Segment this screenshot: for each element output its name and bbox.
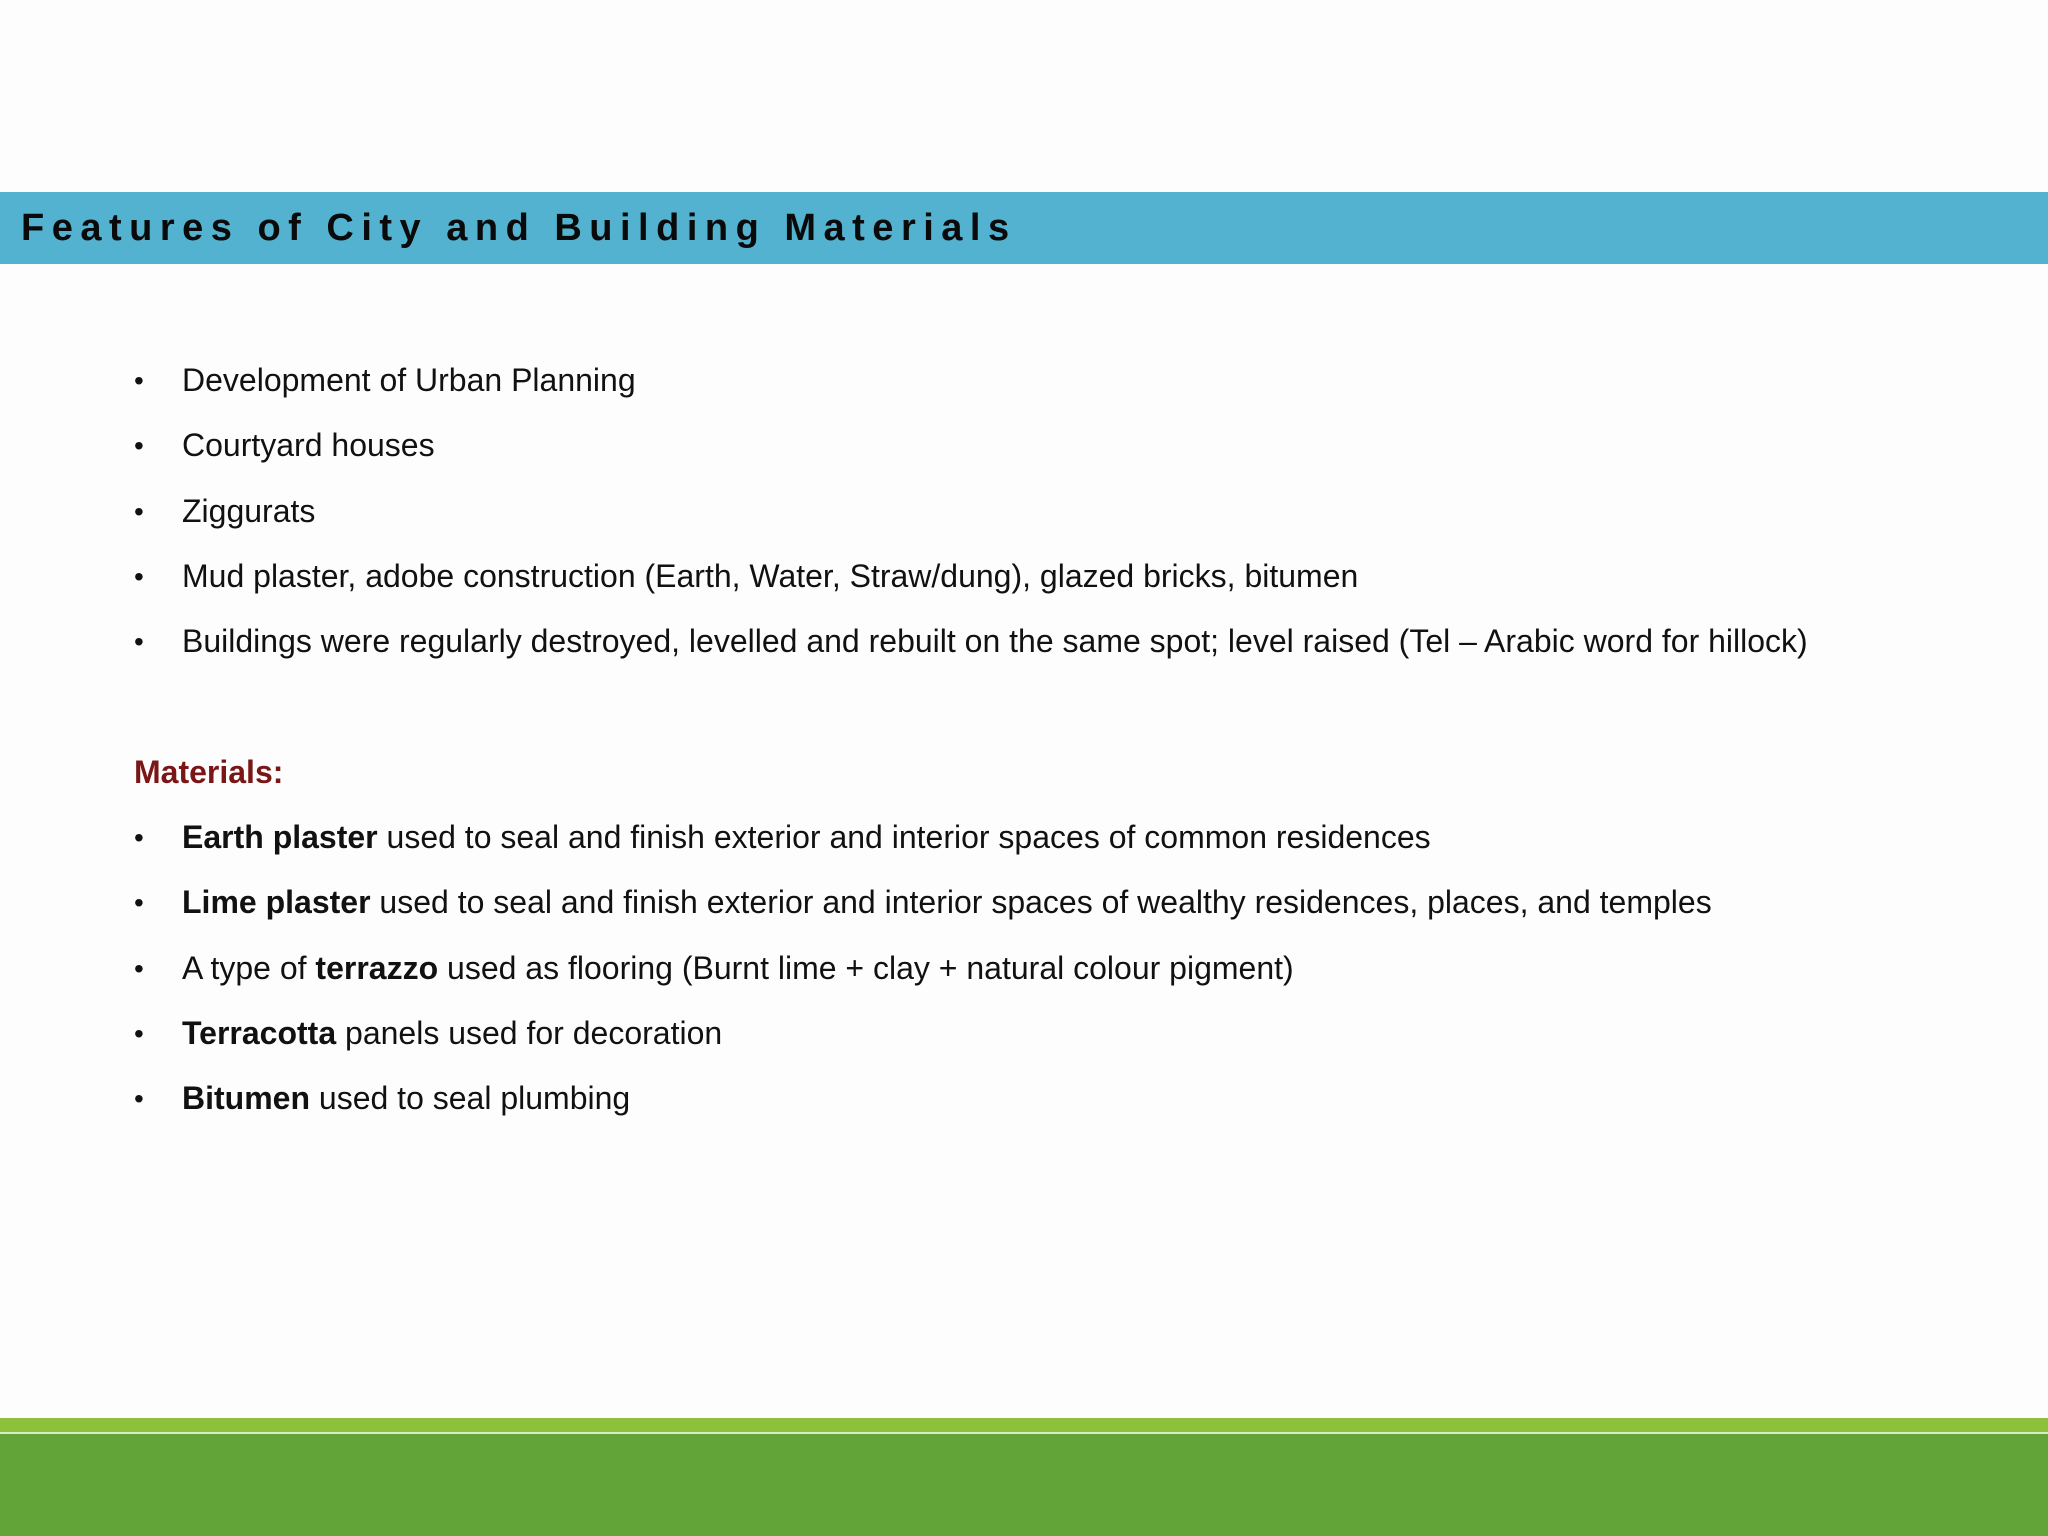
footer-accent-stripe bbox=[0, 1418, 2048, 1432]
material-text bbox=[182, 936, 1294, 1001]
material-prefix: A type of bbox=[182, 949, 316, 986]
material-name: Earth plaster bbox=[182, 819, 378, 856]
material-description: used to seal plumbing bbox=[310, 1080, 631, 1117]
feature-text: Buildings were regularly destroyed, levelled and rebuilt on the same spot; level raised (Tel – Arabic word for hillock) bbox=[182, 623, 1808, 660]
material-text bbox=[182, 1001, 722, 1066]
materials-heading: Materials: bbox=[134, 753, 284, 790]
material-description: used to seal and finish exterior and interior spaces of common residences bbox=[377, 819, 1431, 856]
features-list-item bbox=[134, 348, 1984, 413]
bullet-icon: • bbox=[134, 626, 144, 658]
materials-list-item bbox=[134, 1066, 1984, 1131]
materials-list-item bbox=[134, 870, 1984, 935]
material-name: Terracotta bbox=[182, 1014, 337, 1051]
bullet-icon: • bbox=[134, 952, 144, 984]
material-text bbox=[182, 870, 1712, 935]
section-spacer bbox=[134, 674, 1984, 739]
materials-list-item bbox=[134, 1001, 1984, 1066]
bullet-icon: • bbox=[134, 1083, 144, 1115]
material-name: terrazzo bbox=[315, 949, 439, 986]
material-text bbox=[182, 1066, 630, 1131]
features-list-item bbox=[134, 413, 1984, 478]
title-band bbox=[0, 192, 2048, 264]
bullet-icon: • bbox=[134, 560, 144, 592]
material-description: panels used for decoration bbox=[336, 1014, 723, 1051]
bullet-icon: • bbox=[134, 822, 144, 854]
material-description: used to seal and finish exterior and interior spaces of wealthy residences, places, and temples bbox=[370, 884, 1712, 921]
material-name: Bitumen bbox=[182, 1080, 310, 1117]
materials-list-item bbox=[134, 805, 1984, 870]
bullet-icon: • bbox=[134, 1017, 144, 1049]
bullet-icon: • bbox=[134, 365, 144, 396]
bullet-icon: • bbox=[134, 430, 144, 462]
materials-list-item bbox=[134, 936, 1984, 1001]
feature-text: Mud plaster, adobe construction (Earth, Water, Straw/dung), glazed bricks, bitumen bbox=[182, 557, 1359, 594]
bullet-icon: • bbox=[134, 495, 144, 527]
features-list-item bbox=[134, 609, 1984, 674]
material-description: used as flooring (Burnt lime + clay + natural colour pigment) bbox=[438, 949, 1294, 986]
slide-title: Features of City and Building Materials bbox=[21, 207, 1017, 249]
feature-text: Courtyard houses bbox=[182, 427, 435, 464]
features-list-item bbox=[134, 479, 1984, 544]
material-name: Lime plaster bbox=[182, 884, 371, 921]
materials-list bbox=[134, 805, 1984, 1131]
feature-text: Ziggurats bbox=[182, 492, 316, 529]
feature-text: Development of Urban Planning bbox=[182, 362, 636, 398]
footer-band bbox=[0, 1434, 2048, 1536]
slide-content bbox=[134, 348, 1984, 1132]
features-list-item bbox=[134, 544, 1984, 609]
features-list bbox=[134, 348, 1984, 674]
material-text bbox=[182, 805, 1431, 870]
bullet-icon: • bbox=[134, 887, 144, 919]
